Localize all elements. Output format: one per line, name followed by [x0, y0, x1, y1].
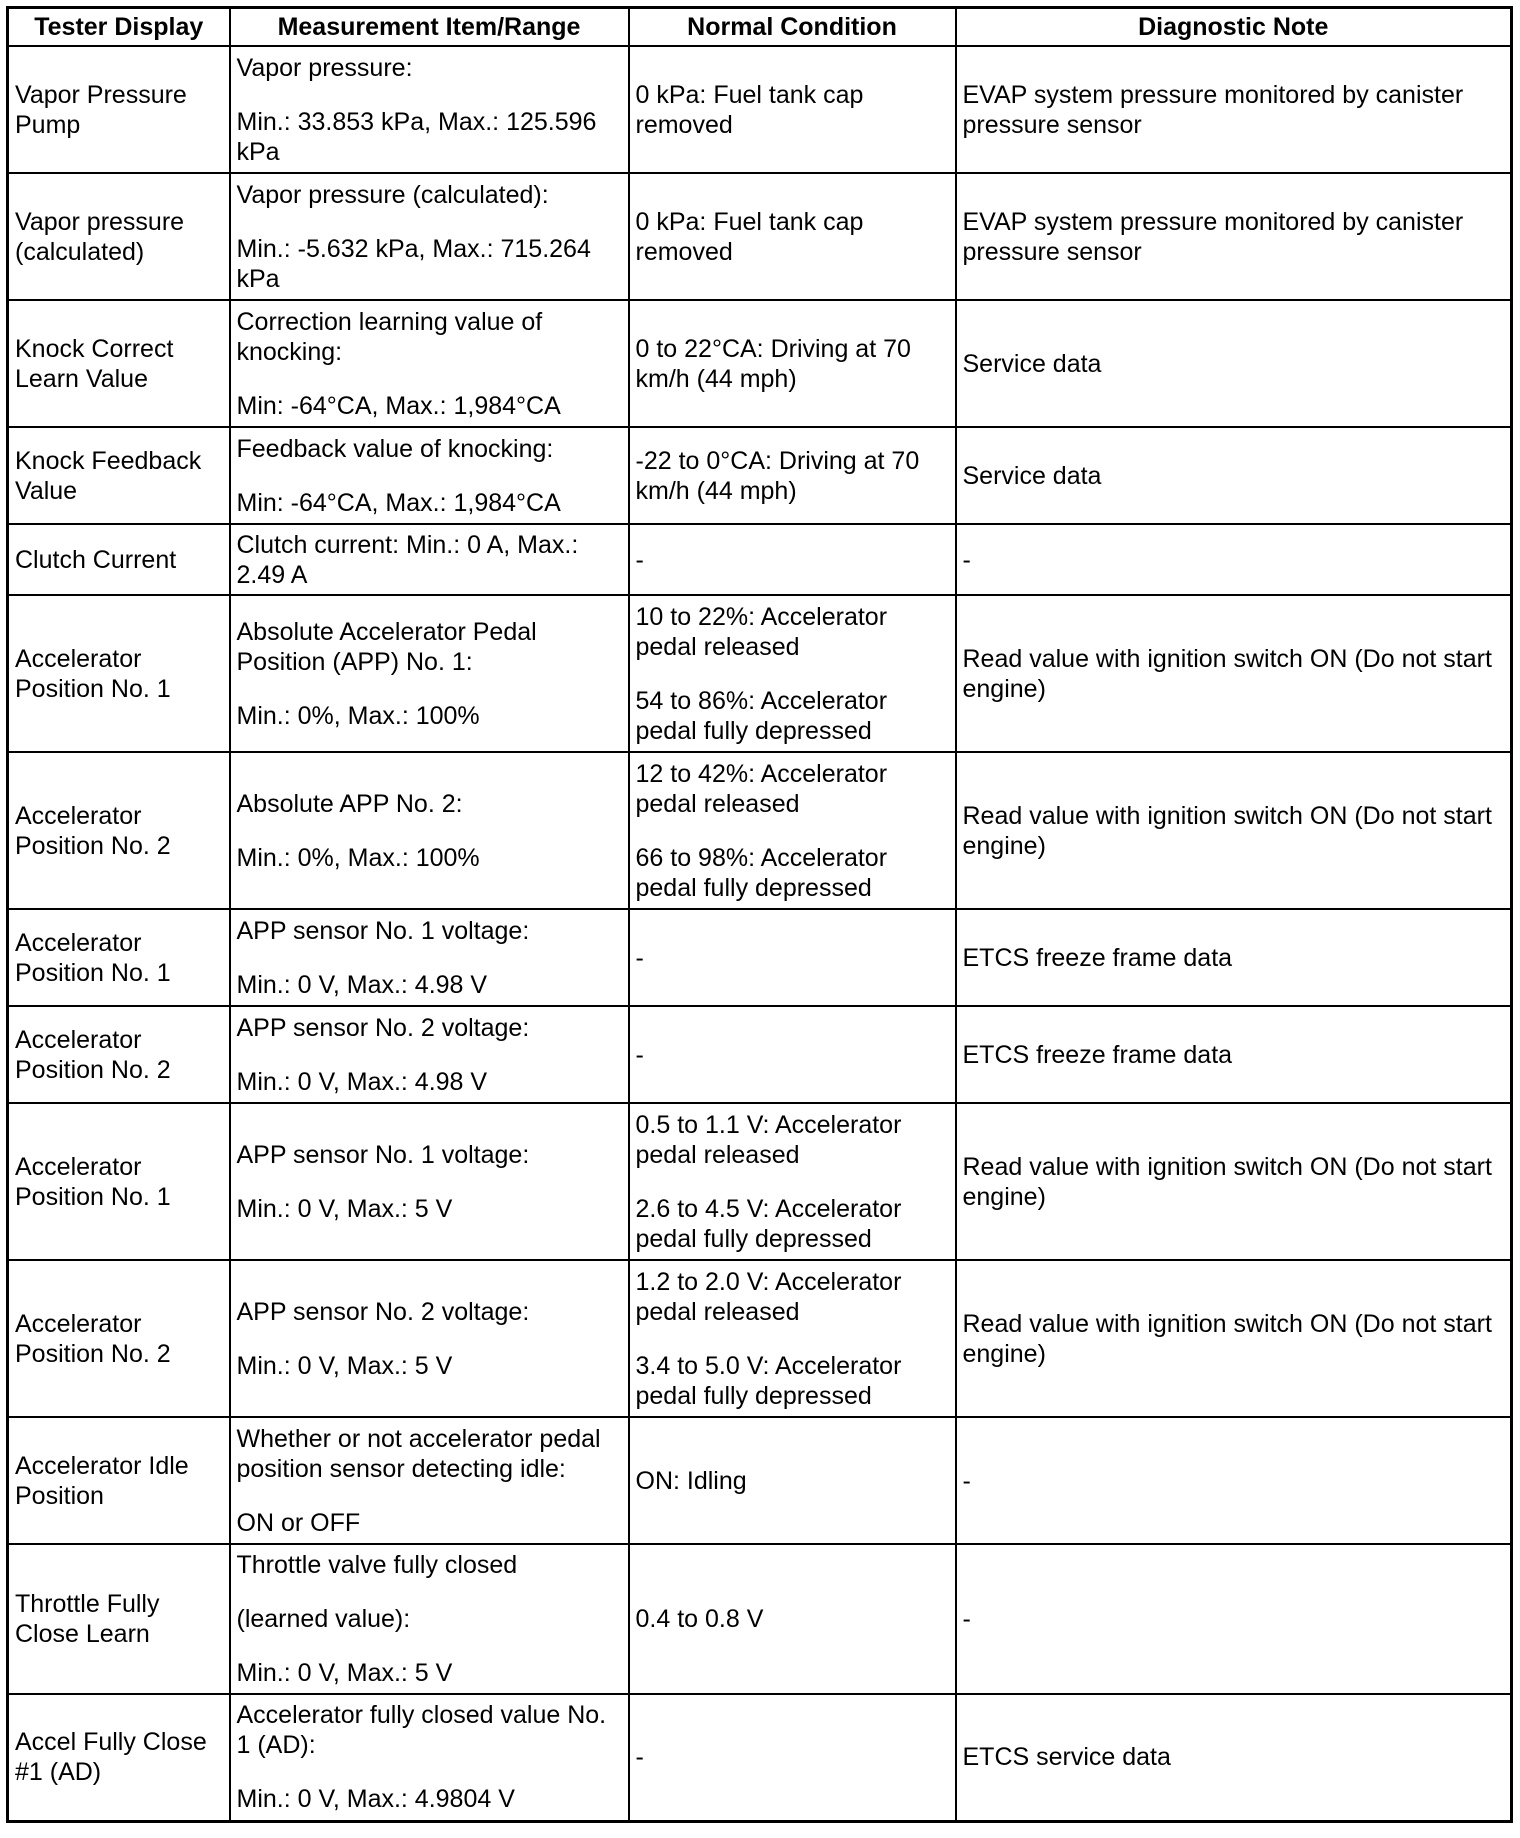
table-row	[8, 909, 1512, 1006]
normal-condition-cell	[629, 595, 956, 752]
measurement-cell-line: Min.: 0 V, Max.: 4.98 V	[236, 970, 488, 999]
table-row	[8, 524, 1512, 595]
tester-display-cell: Vapor pressure (calculated)	[8, 173, 230, 300]
normal-condition-cell	[629, 173, 956, 300]
tester-display-cell: Accelerator Position No. 2	[8, 1006, 230, 1103]
measurement-cell-line: Feedback value of knocking:	[236, 434, 554, 463]
normal-condition-cell	[629, 300, 956, 427]
normal-condition-cell-line: -	[635, 1743, 644, 1772]
tester-display-cell: Knock Correct Learn Value	[8, 300, 230, 427]
measurement-cell-line: APP sensor No. 2 voltage:	[236, 1013, 530, 1042]
measurement-cell	[230, 1544, 629, 1694]
measurement-cell-line: Min.: 0 V, Max.: 5 V	[236, 1351, 453, 1380]
table-row	[8, 173, 1512, 300]
measurement-cell	[230, 1417, 629, 1544]
table-row	[8, 1006, 1512, 1103]
measurement-cell	[230, 173, 629, 300]
measurement-cell-line: Min: -64°CA, Max.: 1,984°CA	[236, 488, 561, 517]
measurement-cell	[230, 1103, 629, 1260]
diagnostic-note-cell: Read value with ignition switch ON (Do not start engine)	[956, 752, 1512, 909]
normal-condition-cell	[629, 1694, 956, 1821]
normal-condition-cell	[629, 524, 956, 595]
normal-condition-cell	[629, 1417, 956, 1544]
normal-condition-cell	[629, 427, 956, 524]
table-row	[8, 427, 1512, 524]
tester-display-cell: Vapor Pressure Pump	[8, 46, 230, 173]
tester-display-cell: Clutch Current	[8, 524, 230, 595]
normal-condition-cell-line: ON: Idling	[635, 1466, 747, 1495]
measurement-cell	[230, 1694, 629, 1821]
measurement-cell	[230, 300, 629, 427]
diagnostic-note-cell: -	[956, 1544, 1512, 1694]
measurement-cell-line: APP sensor No. 1 voltage:	[236, 1140, 530, 1169]
measurement-cell-line: ON or OFF	[236, 1508, 361, 1537]
diagnostic-note-cell: ETCS freeze frame data	[956, 1006, 1512, 1103]
tester-display-cell: Accelerator Position No. 1	[8, 1103, 230, 1260]
diagnostic-data-table	[6, 6, 1513, 1823]
header-measurement-item-range: Measurement Item/Range	[230, 8, 629, 47]
header-tester-display: Tester Display	[8, 8, 230, 47]
measurement-cell-line: Vapor pressure (calculated):	[236, 180, 549, 209]
measurement-cell-line: Clutch current: Min.: 0 A, Max.: 2.49 A	[236, 530, 579, 589]
normal-condition-cell-line: 12 to 42%: Accelerator pedal released	[635, 759, 888, 818]
normal-condition-cell-line: 10 to 22%: Accelerator pedal released	[635, 602, 888, 661]
measurement-cell-line: Min.: 0%, Max.: 100%	[236, 701, 480, 730]
table-row	[8, 752, 1512, 909]
diagnostic-note-cell: ETCS freeze frame data	[956, 909, 1512, 1006]
measurement-cell-line: Vapor pressure:	[236, 53, 413, 82]
table-row	[8, 1694, 1512, 1821]
table-row	[8, 595, 1512, 752]
normal-condition-cell-line: 66 to 98%: Accelerator pedal fully depressed	[635, 843, 888, 902]
header-row	[8, 8, 1512, 47]
normal-condition-cell-line: 0.5 to 1.1 V: Accelerator pedal released	[635, 1110, 902, 1169]
measurement-cell-line: Min.: -5.632 kPa, Max.: 715.264 kPa	[236, 234, 591, 293]
diagnostic-note-cell: Read value with ignition switch ON (Do not start engine)	[956, 1103, 1512, 1260]
normal-condition-cell	[629, 46, 956, 173]
tester-display-cell: Accelerator Position No. 2	[8, 752, 230, 909]
measurement-cell-line: Min.: 0 V, Max.: 4.9804 V	[236, 1785, 515, 1814]
measurement-cell	[230, 595, 629, 752]
measurement-cell-line: Correction learning value of knocking:	[236, 307, 543, 366]
tester-display-cell: Accel Fully Close #1 (AD)	[8, 1694, 230, 1821]
measurement-cell	[230, 46, 629, 173]
table-row	[8, 1417, 1512, 1544]
tester-display-cell: Throttle Fully Close Learn	[8, 1544, 230, 1694]
measurement-cell-line: Absolute Accelerator Pedal Position (APP) No. 1:	[236, 617, 537, 676]
normal-condition-cell-line: 1.2 to 2.0 V: Accelerator pedal released	[635, 1267, 902, 1326]
tester-display-cell: Accelerator Idle Position	[8, 1417, 230, 1544]
measurement-cell	[230, 524, 629, 595]
normal-condition-cell-line: 0.4 to 0.8 V	[635, 1605, 764, 1633]
normal-condition-cell-line: 3.4 to 5.0 V: Accelerator pedal fully depressed	[635, 1351, 902, 1410]
measurement-cell	[230, 752, 629, 909]
measurement-cell-line: Min: -64°CA, Max.: 1,984°CA	[236, 391, 561, 420]
measurement-cell-line: Min.: 0 V, Max.: 4.98 V	[236, 1067, 488, 1096]
measurement-cell	[230, 909, 629, 1006]
measurement-cell-line: (learned value):	[236, 1605, 411, 1633]
diagnostic-note-cell: Service data	[956, 427, 1512, 524]
diagnostic-note-cell: Read value with ignition switch ON (Do not start engine)	[956, 595, 1512, 752]
diagnostic-note-cell: ETCS service data	[956, 1694, 1512, 1821]
normal-condition-cell-line: -22 to 0°CA: Driving at 70 km/h (44 mph)	[635, 446, 920, 505]
normal-condition-cell	[629, 909, 956, 1006]
header-diagnostic-note: Diagnostic Note	[956, 8, 1512, 47]
normal-condition-cell	[629, 1103, 956, 1260]
table-row	[8, 1260, 1512, 1417]
measurement-cell	[230, 1260, 629, 1417]
measurement-cell-line: Whether or not accelerator pedal position sensor detecting idle:	[236, 1424, 601, 1483]
normal-condition-cell	[629, 1260, 956, 1417]
measurement-cell-line: Min.: 0 V, Max.: 5 V	[236, 1194, 453, 1223]
table-row	[8, 1544, 1512, 1694]
header-normal-condition: Normal Condition	[629, 8, 956, 47]
measurement-cell-line: APP sensor No. 2 voltage:	[236, 1297, 530, 1326]
tester-display-cell: Accelerator Position No. 2	[8, 1260, 230, 1417]
measurement-cell-line: Absolute APP No. 2:	[236, 789, 463, 818]
tester-display-cell: Accelerator Position No. 1	[8, 909, 230, 1006]
tester-display-cell: Accelerator Position No. 1	[8, 595, 230, 752]
diagnostic-note-cell: Service data	[956, 300, 1512, 427]
normal-condition-cell-line: -	[635, 943, 644, 972]
normal-condition-cell-line: 0 kPa: Fuel tank cap removed	[635, 207, 864, 266]
measurement-cell-line: APP sensor No. 1 voltage:	[236, 916, 530, 945]
table-row	[8, 1103, 1512, 1260]
measurement-cell	[230, 427, 629, 524]
normal-condition-cell	[629, 1544, 956, 1694]
measurement-cell-line: Min.: 0%, Max.: 100%	[236, 843, 480, 872]
diagnostic-note-cell: Read value with ignition switch ON (Do not start engine)	[956, 1260, 1512, 1417]
diagnostic-note-cell: -	[956, 524, 1512, 595]
measurement-cell-line: Min.: 33.853 kPa, Max.: 125.596 kPa	[236, 107, 597, 166]
measurement-cell-line: Min.: 0 V, Max.: 5 V	[236, 1659, 453, 1687]
normal-condition-cell-line: 0 to 22°CA: Driving at 70 km/h (44 mph)	[635, 334, 911, 393]
normal-condition-cell-line: 2.6 to 4.5 V: Accelerator pedal fully depressed	[635, 1194, 902, 1253]
normal-condition-cell-line: 54 to 86%: Accelerator pedal fully depressed	[635, 686, 888, 745]
diagnostic-note-cell: -	[956, 1417, 1512, 1544]
normal-condition-cell	[629, 752, 956, 909]
diagnostic-note-cell: EVAP system pressure monitored by canister pressure sensor	[956, 173, 1512, 300]
measurement-cell	[230, 1006, 629, 1103]
table-row	[8, 46, 1512, 173]
normal-condition-cell	[629, 1006, 956, 1103]
table-row	[8, 300, 1512, 427]
normal-condition-cell-line: -	[635, 1040, 644, 1069]
normal-condition-cell-line: 0 kPa: Fuel tank cap removed	[635, 80, 864, 139]
normal-condition-cell-line: -	[635, 545, 644, 574]
tester-display-cell: Knock Feedback Value	[8, 427, 230, 524]
diagnostic-note-cell: EVAP system pressure monitored by canister pressure sensor	[956, 46, 1512, 173]
measurement-cell-line: Accelerator fully closed value No. 1 (AD):	[236, 1701, 607, 1760]
measurement-cell-line: Throttle valve fully closed	[236, 1551, 518, 1579]
